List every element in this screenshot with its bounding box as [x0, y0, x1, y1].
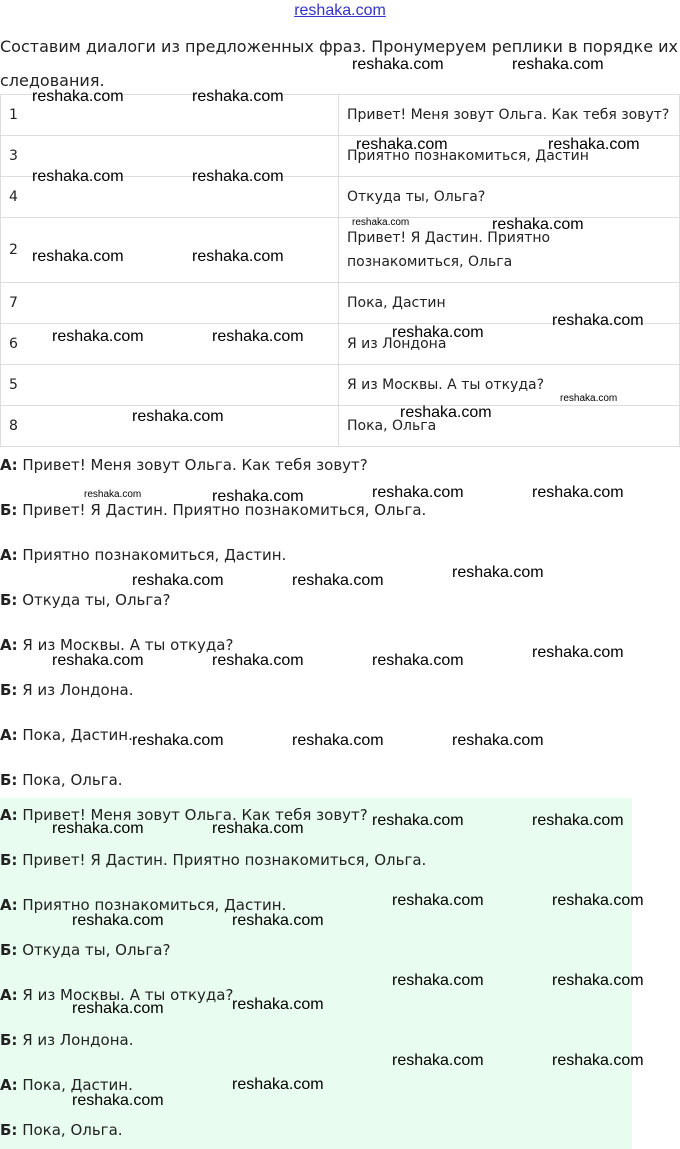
speaker-label: Б: [0, 501, 18, 519]
watermark: reshaka.com [212, 488, 304, 505]
watermark: reshaka.com [452, 732, 544, 749]
watermark: reshaka.com [452, 564, 544, 581]
dialog-line [0, 456, 368, 474]
dialog-text: Пока, Дастин. [17, 726, 133, 744]
dialog-line [0, 591, 170, 609]
speaker-label: А: [0, 896, 18, 914]
speaker-label: А: [0, 1076, 18, 1094]
dialog-line [0, 941, 170, 959]
dialog-text: Я из Лондона. [17, 681, 134, 699]
watermark: reshaka.com [212, 652, 304, 669]
watermark: reshaka.com [352, 56, 444, 73]
watermark: reshaka.com [32, 248, 124, 265]
watermark: reshaka.com [192, 88, 284, 105]
watermark: reshaka.com [292, 732, 384, 749]
dialog-text: Пока, Дастин. [17, 1076, 133, 1094]
watermark: reshaka.com [232, 1076, 324, 1093]
watermark: reshaka.com [356, 136, 448, 153]
reply-number: 3 [1, 136, 339, 177]
speaker-label: Б: [0, 851, 18, 869]
reply-number: 2 [1, 218, 339, 283]
reply-text: Откуда ты, Ольга? [339, 177, 680, 218]
dialog-line [0, 546, 286, 564]
speaker-label: А: [0, 546, 18, 564]
reply-number: 6 [1, 324, 339, 365]
watermark: reshaka.com [212, 820, 304, 837]
watermark: reshaka.com [52, 328, 144, 345]
reply-text: Я из Лондона [339, 324, 680, 365]
dialog-line [0, 771, 123, 789]
reply-number: 7 [1, 283, 339, 324]
watermark: reshaka.com [392, 1052, 484, 1069]
reply-number: 5 [1, 365, 339, 406]
dialog-text: Пока, Ольга. [17, 1121, 123, 1139]
watermark: reshaka.com [292, 572, 384, 589]
watermark: reshaka.com [32, 88, 124, 105]
watermark: reshaka.com [72, 912, 164, 929]
speaker-label: А: [0, 806, 18, 824]
watermark: reshaka.com [532, 484, 624, 501]
watermark: reshaka.com [352, 217, 410, 228]
watermark: reshaka.com [52, 820, 144, 837]
watermark: reshaka.com [212, 328, 304, 345]
watermark: reshaka.com [372, 652, 464, 669]
watermark: reshaka.com [548, 136, 640, 153]
reply-text: Привет! Я Дастин. Приятно познакомиться, Ольга [339, 218, 680, 283]
dialog-text: Я из Москвы. А ты откуда? [17, 986, 234, 1004]
reply-text: Приятно познакомиться, Дастин [339, 136, 680, 177]
dialog-text: Приятно познакомиться, Дастин. [17, 896, 287, 914]
watermark: reshaka.com [192, 248, 284, 265]
watermark: reshaka.com [392, 324, 484, 341]
watermark: reshaka.com [552, 1052, 644, 1069]
reply-text: Пока, Ольга [339, 406, 680, 447]
dialog-text: Привет! Я Дастин. Приятно познакомиться, Ольга. [17, 851, 427, 869]
watermark: reshaka.com [232, 912, 324, 929]
speaker-label: Б: [0, 1121, 18, 1139]
watermark: reshaka.com [392, 972, 484, 989]
reply-number: 1 [1, 95, 339, 136]
watermark: reshaka.com [400, 404, 492, 421]
dialog-text: Приятно познакомиться, Дастин. [17, 546, 287, 564]
reply-number: 4 [1, 177, 339, 218]
dialog-text: Я из Москвы. А ты откуда? [17, 636, 234, 654]
watermark: reshaka.com [560, 393, 618, 404]
speaker-label: Б: [0, 771, 18, 789]
site-link[interactable]: reshaka.com [294, 2, 386, 19]
watermark: reshaka.com [132, 732, 224, 749]
table-row [1, 406, 680, 447]
speaker-label: А: [0, 456, 18, 474]
dialog-text: Привет! Меня зовут Ольга. Как тебя зовут? [17, 456, 368, 474]
watermark: reshaka.com [492, 216, 584, 233]
dialog-line [0, 1031, 133, 1049]
watermark: reshaka.com [232, 996, 324, 1013]
watermark: reshaka.com [392, 892, 484, 909]
reply-text: Я из Москвы. А ты откуда? [339, 365, 680, 406]
speaker-label: А: [0, 726, 18, 744]
reply-number: 8 [1, 406, 339, 447]
watermark: reshaka.com [512, 56, 604, 73]
dialog-text: Пока, Ольга. [17, 771, 123, 789]
watermark: reshaka.com [192, 168, 284, 185]
watermark: reshaka.com [372, 484, 464, 501]
speaker-label: Б: [0, 941, 18, 959]
speaker-label: Б: [0, 591, 18, 609]
dialog-line [0, 1121, 123, 1139]
dialog-text: Откуда ты, Ольга? [17, 941, 171, 959]
watermark: reshaka.com [552, 892, 644, 909]
watermark: reshaka.com [52, 652, 144, 669]
reply-text: Привет! Меня зовут Ольга. Как тебя зовут? [339, 95, 680, 136]
watermark: reshaka.com [72, 1000, 164, 1017]
watermark: reshaka.com [552, 312, 644, 329]
reply-text: Пока, Дастин [339, 283, 680, 324]
dialog-line [0, 851, 426, 869]
dialog-text: Я из Лондона. [17, 1031, 134, 1049]
speaker-label: Б: [0, 1031, 18, 1049]
speaker-label: Б: [0, 681, 18, 699]
speaker-label: А: [0, 986, 18, 1004]
watermark: reshaka.com [372, 812, 464, 829]
watermark: reshaka.com [132, 572, 224, 589]
watermark: reshaka.com [72, 1092, 164, 1109]
watermark: reshaka.com [532, 644, 624, 661]
watermark: reshaka.com [552, 972, 644, 989]
dialog-line [0, 726, 133, 744]
dialog-text: Откуда ты, Ольга? [17, 591, 171, 609]
dialog-text: Привет! Меня зовут Ольга. Как тебя зовут? [17, 806, 368, 824]
dialog-line [0, 681, 133, 699]
task-intro: Составим диалоги из предложенных фраз. Пронумеруем реплики в порядке их следования. [0, 37, 679, 90]
watermark: reshaka.com [84, 489, 142, 500]
watermark: reshaka.com [32, 168, 124, 185]
speaker-label: А: [0, 636, 18, 654]
dialog-text: Привет! Я Дастин. Приятно познакомиться, Ольга. [17, 501, 427, 519]
watermark: reshaka.com [132, 408, 224, 425]
watermark: reshaka.com [532, 812, 624, 829]
